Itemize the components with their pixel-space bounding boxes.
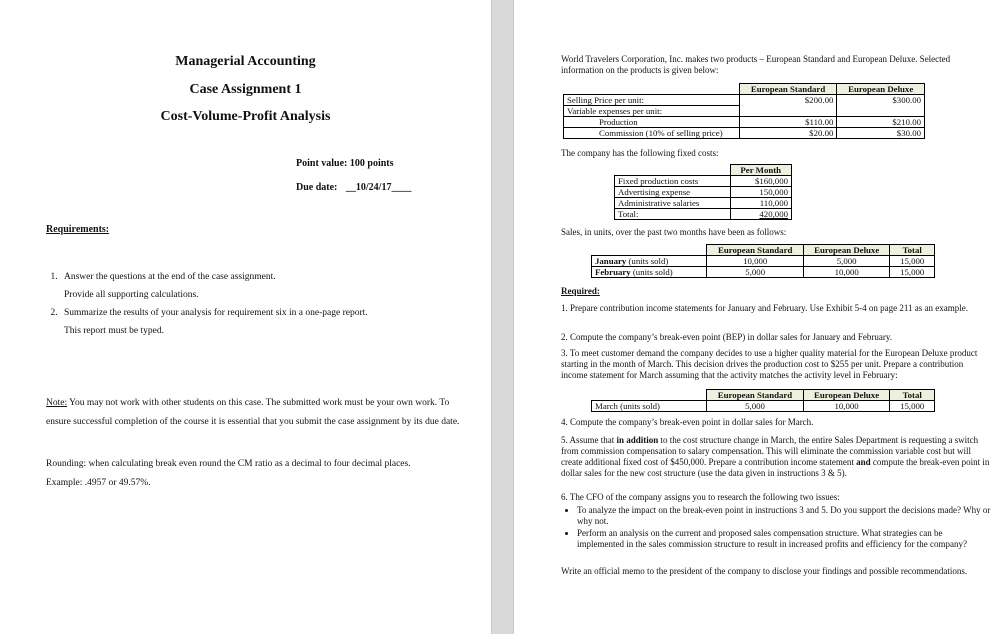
col-header: Total xyxy=(890,390,935,401)
cell-value: 5,000 xyxy=(707,401,804,412)
row-label: Variable expenses per unit: xyxy=(564,106,740,117)
cell-value: $200.00 xyxy=(739,95,837,106)
cell-value: 5,000 xyxy=(707,267,803,278)
col-header: Per Month xyxy=(730,165,792,176)
requirement-sub: Provide all supporting calculations. xyxy=(64,290,199,300)
right-page xyxy=(514,0,1007,634)
sales-intro: Sales, in units, over the past two months have been as follows: xyxy=(561,227,787,237)
requirement-item xyxy=(60,304,460,340)
question-3: 3. To meet customer demand the company decides to use a higher quality material for the European Deluxe product starting in the month of March. This decision drives the production cost to $255 per unit. Prepare a contribution income statement for March assuming that the activity matches the activity level in February: xyxy=(561,348,978,380)
note-text: You may not work with other students on this case. The submitted work must be your own work. To ensure successful completion of the course it is essential that you submit the case assignment by its due date. xyxy=(46,398,460,427)
sales-table xyxy=(591,244,935,278)
row-label: Commission (10% of selling price) xyxy=(564,128,740,139)
col-header: European Standard xyxy=(739,84,837,95)
question-6: 6. The CFO of the company assigns you to research the following two issues: xyxy=(561,492,840,502)
row-label: Total: xyxy=(615,209,731,220)
row-label: Administrative salaries xyxy=(615,198,731,209)
cell-value: 110,000 xyxy=(730,198,792,209)
cell-value: 420,000 xyxy=(730,209,792,220)
course-title: Managerial Accounting xyxy=(175,54,316,69)
cell-value: 15,000 xyxy=(890,256,935,267)
col-header: European Deluxe xyxy=(837,84,925,95)
requirements-heading: Requirements: xyxy=(46,224,110,235)
row-label: Advertising expense xyxy=(615,187,731,198)
cell-value: 10,000 xyxy=(803,401,890,412)
col-header: Total xyxy=(890,245,935,256)
row-label: Selling Price per unit: xyxy=(564,95,740,106)
cell-value: 150,000 xyxy=(730,187,792,198)
cell-value: $300.00 xyxy=(837,95,925,106)
rounding-line: Rounding: when calculating break even round the CM ratio as a decimal to four decimal places. xyxy=(46,459,411,469)
page-gap xyxy=(491,0,514,634)
table-row xyxy=(592,267,935,278)
due-label: Due date: xyxy=(296,182,338,193)
col-header: European Deluxe xyxy=(803,390,890,401)
question-2: 2. Compute the company’s break-even point (BEP) in dollar sales for January and February. xyxy=(561,332,893,342)
cell-value: $160,000 xyxy=(730,176,792,187)
fixed-cost-intro: The company has the following fixed costs: xyxy=(561,148,719,158)
point-value: Point value: 100 points xyxy=(296,158,394,169)
due-value: __10/24/17____ xyxy=(345,182,412,193)
rounding-note xyxy=(46,455,466,493)
cell-value: 5,000 xyxy=(803,256,890,267)
note-paragraph xyxy=(46,394,466,432)
closing-paragraph: Write an official memo to the president of the company to disclose your findings and possible recommendations. xyxy=(561,566,968,576)
table-row xyxy=(592,256,935,267)
row-label: March (units sold) xyxy=(592,401,707,412)
row-label: Production xyxy=(564,117,740,128)
col-header: European Standard xyxy=(707,245,803,256)
case-title: Case Assignment 1 xyxy=(189,82,302,97)
cell-value xyxy=(837,106,925,117)
list-item: • To analyze the impact on the break-even point in instructions 3 and 5. Do you support the decisions made? Why or why not. xyxy=(577,505,991,527)
row-label: February (units sold) xyxy=(592,267,707,278)
requirements-list xyxy=(46,268,460,340)
fixed-cost-table xyxy=(614,164,792,220)
table-row xyxy=(592,401,935,412)
cell-value: $210.00 xyxy=(837,117,925,128)
cell-value: 10,000 xyxy=(707,256,803,267)
cell-value: 15,000 xyxy=(890,401,935,412)
cell-value: 15,000 xyxy=(890,267,935,278)
due-date xyxy=(296,182,411,193)
topic-title: Cost-Volume-Profit Analysis xyxy=(160,109,331,124)
intro-paragraph: World Travelers Corporation, Inc. makes two products – European Standard and European Deluxe. Selected information on the products is given below: xyxy=(561,54,951,75)
cell-value: $110.00 xyxy=(739,117,837,128)
requirement-text: Summarize the results of your analysis for requirement six in a one-page report. xyxy=(64,308,368,318)
col-header: European Standard xyxy=(707,390,804,401)
rounding-example: Example: .4957 or 49.57%. xyxy=(46,478,151,488)
requirement-text: Answer the questions at the end of the case assignment. xyxy=(64,272,276,282)
question-5: 5. Assume that in addition to the cost structure change in March, the entire Sales Department is requesting a switch from commission compensation to salary compensation. This will eliminate the commission variable cost but will create additional fixed cost of $450,000. Prepare a contribution income statement and compute the break-even point in dollar sales for the new cost structure (use the data given in instructions 3 & 5). xyxy=(561,435,990,478)
left-page xyxy=(0,0,491,634)
row-label: January (units sold) xyxy=(592,256,707,267)
march-table xyxy=(591,389,935,412)
row-label: Fixed production costs xyxy=(615,176,731,187)
cell-value: 10,000 xyxy=(803,267,890,278)
question-4: 4. Compute the company’s break-even point in dollar sales for March. xyxy=(561,417,814,427)
required-heading: Required: xyxy=(561,286,600,296)
note-label: Note: xyxy=(46,398,68,408)
cell-value: $30.00 xyxy=(837,128,925,139)
list-item: • Perform an analysis on the current and proposed sales compensation structure. What strategies can be implemented in the sales commission structure to result in increased profits and efficiency for the company? xyxy=(577,528,991,550)
requirement-sub: This report must be typed. xyxy=(64,326,164,336)
question-1: 1. Prepare contribution income statements for January and February. Use Exhibit 5-4 on page 211 as an example. xyxy=(561,303,968,313)
col-header: European Deluxe xyxy=(803,245,890,256)
cell-value xyxy=(739,106,837,117)
product-table xyxy=(563,83,925,139)
requirement-item xyxy=(60,268,460,304)
cell-value: $20.00 xyxy=(739,128,837,139)
question-6-bullets xyxy=(561,505,991,551)
